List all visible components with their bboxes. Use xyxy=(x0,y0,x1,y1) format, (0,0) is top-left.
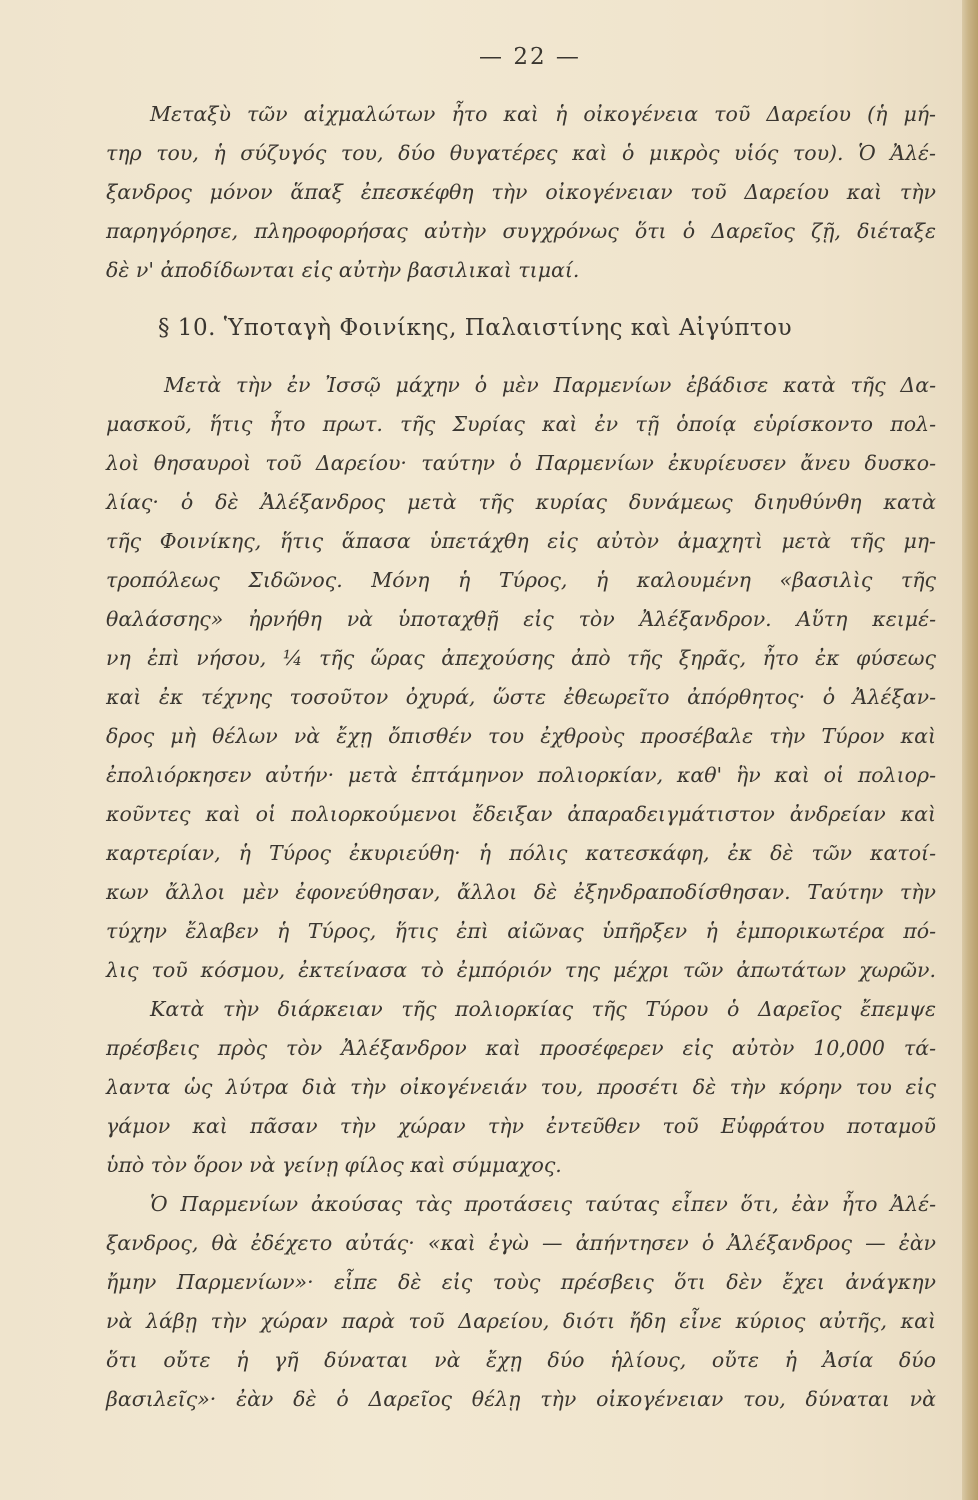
paragraph-2 xyxy=(106,366,936,990)
text-line: μασκοῦ, ἥτις ἦτο πρωτ. τῆς Συρίας καὶ ἐν τῇ ὁποίᾳ εὑρίσκοντο πολ- xyxy=(106,412,936,436)
paragraph-1 xyxy=(106,95,936,290)
page-text xyxy=(106,95,936,1419)
paragraph-3 xyxy=(106,990,936,1185)
text-line: παρηγόρησε, πληροφορήσας αὐτὴν συγχρόνως ὅτι ὁ Δαρεῖος ζῇ, διέταξε xyxy=(106,219,936,243)
text-line: Κατὰ τὴν διάρκειαν τῆς πολιορκίας τῆς Τύρου ὁ Δαρεῖος ἔπεμψε xyxy=(150,997,936,1021)
text-line: κων ἄλλοι μὲν ἐφονεύθησαν, ἄλλοι δὲ ἐξηνδραποδίσθησαν. Ταύτην τὴν xyxy=(106,880,936,904)
text-line: τηρ του, ἡ σύζυγός του, δύο θυγατέρες καὶ ὁ μικρὸς υἱός του). Ὁ Ἀλέ- xyxy=(106,141,936,165)
text-line: Ὁ Παρμενίων ἀκούσας τὰς προτάσεις ταύτας εἶπεν ὅτι, ἐὰν ἦτο Ἀλέ- xyxy=(150,1192,936,1216)
text-line: νη ἐπὶ νήσου, ¼ τῆς ὥρας ἀπεχούσης ἀπὸ τῆς ξηρᾶς, ἦτο ἐκ φύσεως xyxy=(106,646,936,670)
text-line: λίας· ὁ δὲ Ἀλέξανδρος μετὰ τῆς κυρίας δυνάμεως διηυθύνθη κατὰ xyxy=(106,490,936,514)
text-line: νὰ λάβῃ τὴν χώραν παρὰ τοῦ Δαρείου, διότι ἤδη εἶνε κύριος αὐτῆς, καὶ xyxy=(106,1309,936,1333)
text-line: κοῦντες καὶ οἱ πολιορκούμενοι ἔδειξαν ἀπαραδειγμάτιστον ἀνδρείαν καὶ xyxy=(106,802,936,826)
page-number: — 22 — xyxy=(479,44,581,70)
text-line: λαντα ὡς λύτρα διὰ τὴν οἰκογένειάν του, προσέτι δὲ τὴν κόρην του εἰς xyxy=(106,1075,936,1099)
page-edge xyxy=(962,0,978,1500)
text-line: τύχην ἔλαβεν ἡ Τύρος, ἥτις ἐπὶ αἰῶνας ὑπῆρξεν ἡ ἐμπορικωτέρα πό- xyxy=(106,919,936,943)
text-line: τῆς Φοινίκης, ἥτις ἅπασα ὑπετάχθη εἰς αὐτὸν ἀμαχητὶ μετὰ τῆς μη- xyxy=(106,529,936,553)
text-line: γάμον καὶ πᾶσαν τὴν χώραν τὴν ἐντεῦθεν τοῦ Εὐφράτου ποταμοῦ xyxy=(106,1114,936,1138)
text-line: δρος μὴ θέλων νὰ ἔχῃ ὄπισθέν του ἐχθροὺς προσέβαλε τὴν Τύρον καὶ xyxy=(106,724,936,748)
text-line: Μετὰ τὴν ἐν Ἰσσῷ μάχην ὁ μὲν Παρμενίων ἐβάδισε κατὰ τῆς Δα- xyxy=(164,373,936,397)
text-line: βασιλεῖς»· ἐὰν δὲ ὁ Δαρεῖος θέλῃ τὴν οἰκογένειαν του, δύναται νὰ xyxy=(106,1387,936,1411)
text-line: καρτερίαν, ἡ Τύρος ἐκυριεύθη· ἡ πόλις κατεσκάφη, ἐκ δὲ τῶν κατοί- xyxy=(106,841,936,865)
text-line: ξανδρος, θὰ ἐδέχετο αὐτάς· «καὶ ἐγὼ — ἀπήντησεν ὁ Ἀλέξανδρος — ἐὰν xyxy=(106,1231,936,1255)
text-line: λοὶ θησαυροὶ τοῦ Δαρείου· ταύτην ὁ Παρμενίων ἐκυρίευσεν ἄνευ δυσκο- xyxy=(106,451,936,475)
text-line: καὶ ἐκ τέχνης τοσοῦτον ὀχυρά, ὥστε ἐθεωρεῖτο ἀπόρθητος· ὁ Ἀλέξαν- xyxy=(106,685,936,709)
section-heading: § 10. Ὑποταγὴ Φοινίκης, Παλαιστίνης καὶ Αἰγύπτου xyxy=(158,315,793,341)
text-line: λις τοῦ κόσμου, ἐκτείνασα τὸ ἐμπόριόν της μέχρι τῶν ἀπωτάτων χωρῶν. xyxy=(106,958,936,982)
text-line: ὑπὸ τὸν ὅρον νὰ γείνῃ φίλος καὶ σύμμαχος. xyxy=(106,1153,562,1177)
text-line: ἐπολιόρκησεν αὐτήν· μετὰ ἑπτάμηνον πολιορκίαν, καθ' ἣν καὶ οἱ πολιορ- xyxy=(106,763,936,787)
text-line: δὲ ν' ἀποδίδωνται εἰς αὐτὴν βασιλικαὶ τιμαί. xyxy=(106,258,580,282)
text-line: ὅτι οὔτε ἡ γῆ δύναται νὰ ἔχῃ δύο ἡλίους, οὔτε ἡ Ἀσία δύο xyxy=(106,1348,936,1372)
text-line: τροπόλεως Σιδῶνος. Μόνη ἡ Τύρος, ἡ καλουμένη «βασιλὶς τῆς xyxy=(106,568,936,592)
text-line: θαλάσσης» ἠρνήθη νὰ ὑποταχθῇ εἰς τὸν Ἀλέξανδρον. Αὕτη κειμέ- xyxy=(106,607,936,631)
paragraph-4 xyxy=(106,1185,936,1419)
text-line: ξανδρος μόνον ἅπαξ ἐπεσκέφθη τὴν οἰκογένειαν τοῦ Δαρείου καὶ τὴν xyxy=(106,180,936,204)
text-line: ἤμην Παρμενίων»· εἶπε δὲ εἰς τοὺς πρέσβεις ὅτι δὲν ἔχει ἀνάγκην xyxy=(106,1270,936,1294)
text-line: Μεταξὺ τῶν αἰχμαλώτων ἦτο καὶ ἡ οἰκογένεια τοῦ Δαρείου (ἡ μή- xyxy=(150,102,936,126)
text-line: πρέσβεις πρὸς τὸν Ἀλέξανδρον καὶ προσέφερεν εἰς αὐτὸν 10,000 τά- xyxy=(106,1036,936,1060)
